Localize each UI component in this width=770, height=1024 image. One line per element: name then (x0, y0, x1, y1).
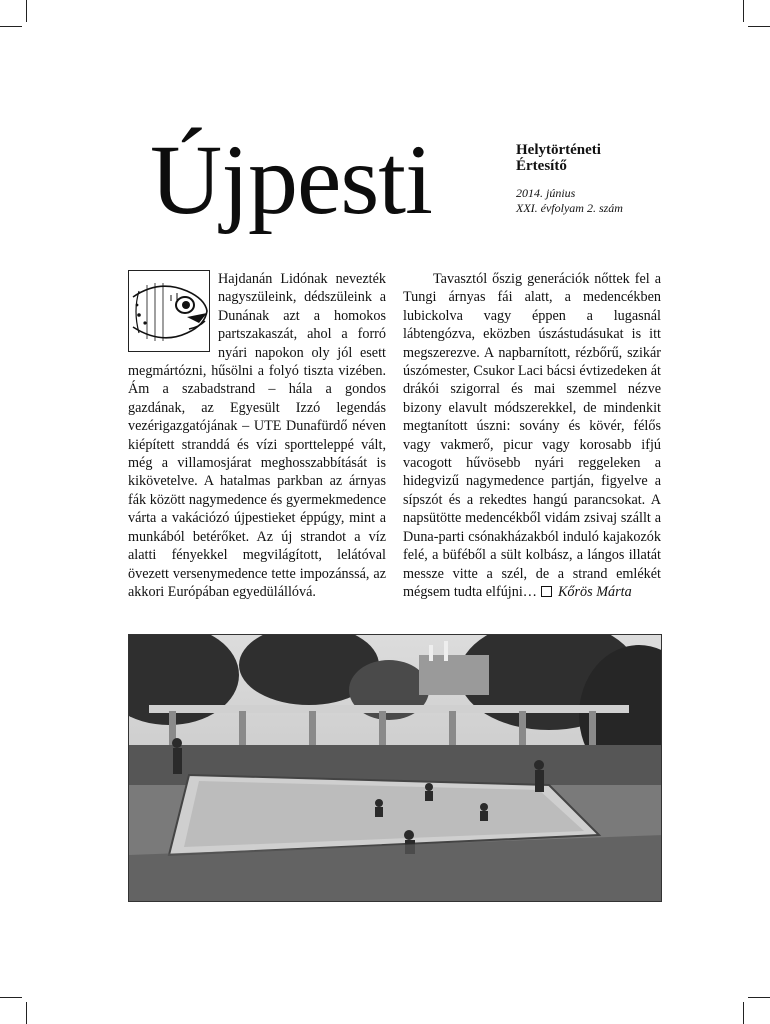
issue-info (516, 186, 623, 216)
article-column-left (128, 270, 386, 601)
crop-mark (26, 0, 27, 22)
crop-mark (0, 26, 22, 27)
article-text: Tavasztól őszig generációk nőttek fel a Tungi árnyas fái alatt, a medencékben lubickolva vagy éppen a lugasnál lábtengózva, eközben úszástudásukat is itt megszerezve. A napbarnított, rézbőrű, szikár úszómester, Csukor Laci bácsi évtizedeken át drákói szigorral és mai szemmel nézve bizony elavult módszerekkel, de mindenkit megtanított úszni: sovány és kövér, félős vagy vakmerő, picur vagy korosabb ifjú vacogott hűvösebb nyári reggeleken a hidegvizű nagymedence partján, figyelve a sípszót és a rekedtes hangú parancsokat. A napsütötte medencékből vidám zsivaj szállt a Duna-parti csónakházakból induló kajakozók felé, a büféből a sült kolbász, a lángos illatát messze vitte a szél, de a strand emlékét mégsem tudta elfújni… (403, 271, 661, 600)
article-column-right (403, 270, 661, 601)
issue-date: 2014. június (516, 186, 576, 200)
crop-mark (0, 997, 22, 998)
masthead (150, 124, 650, 250)
end-of-article-square-icon (541, 586, 552, 597)
fish-vignette-icon (128, 270, 210, 352)
subtitle-line: Helytörténeti (516, 142, 601, 158)
issue-volume: XXI. évfolyam 2. szám (516, 201, 623, 215)
crop-mark (748, 997, 770, 998)
article-paragraph (403, 270, 661, 601)
crop-mark (743, 0, 744, 22)
publication-title: Újpesti (150, 124, 432, 235)
subtitle-line: Értesítő (516, 158, 567, 174)
crop-mark (26, 1002, 27, 1024)
publication-subtitle (516, 142, 601, 174)
article-paragraph: Hajdanán Lidónak nevezték nagyszüleink, dédszüleink a Dunának azt a homokos partszakaszát, ahol a forró nyári napokon oly jól esett megmártózni, hűsölni a folyó tiszta vizében. Ám a szabadstrand – hála a gondos gazdának, az Egyesült Izzó legendás vezérigazgatójának – UTE Dunafürdő néven kiépített stranddá és vízi sportteleppé vált, még a villamosjárat meghosszabbítását is kikövetelve. A hatalmas parkban az árnyas fák között nagymedence és gyermekmedence várta a vakációzó újpestieket éppúgy, mint a munkából betérőket. Az új strandot a víz alatti fényekkel megvilágított, lelátóval övezett versenymedence tette impozánssá, az akkori Európában egyedülállóvá. (128, 271, 386, 600)
strand-photograph (128, 634, 662, 902)
article-author: Kőrös Márta (557, 583, 632, 600)
crop-mark (743, 1002, 744, 1024)
crop-mark (748, 26, 770, 27)
